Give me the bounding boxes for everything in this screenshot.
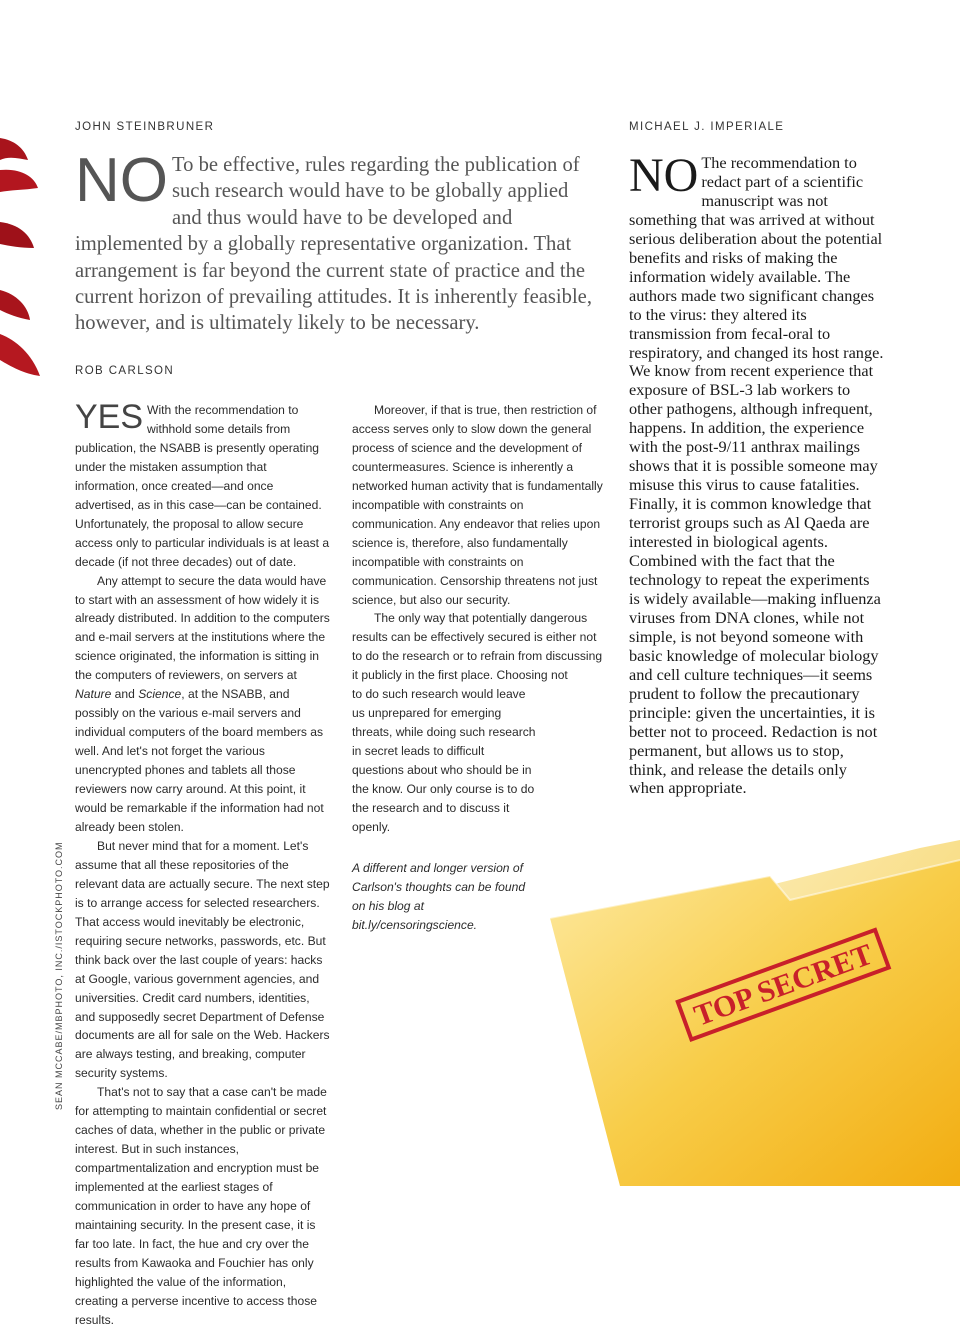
carlson-p2-text-b: , at the NSABB, and possibly on the various e-mail servers and individual computers of the board members as well. And let's not forget the various unencrypted phones and tablets all those reviewers now carry around. At this point, it would be remarkable if the information had not already been stolen. [75, 687, 324, 834]
carlson-paragraph-6a: The only way that potentially dangerous results can be effectively secured is either not to do the research or to refrain from discussing it publicly in the first place. Choosing not [352, 611, 603, 683]
carlson-column-2 [352, 401, 605, 935]
carlson-paragraph-2 [75, 572, 330, 837]
photo-credit: SEAN MCCABE/MBPHOTO, INC./ISTOCKPHOTO.COM [54, 841, 64, 1110]
author-rob-carlson: ROB CARLSON [75, 365, 175, 377]
steinbruner-statement [75, 146, 600, 337]
imperiale-text: The recommendation to redact part of a scientific manuscript was not something that was arrived at without serious deliberation about the potential benefits and risks of making the information widely available. The authors made two significant changes to the virus: they altered its transmission from fecal-oral to respiratory, and changed its host range. We know from recent experience that exposure of BSL-3 lab workers to other pathogens, although infrequent, happens. In addition, the experience with the post-9/11 anthrax mailings shows that it is possible someone may misuse this virus to cause fatalities. Finally, it is common knowledge that terrorist groups such as Al Qaeda are interested in biological agents. Combined with the fact that the technology to repeat the experiments is widely available—making influenza viruses from DNA clones, while not simple, is not beyond someone with basic knowledge of molecular biology and cell culture techniques—it seems prudent to follow the precautionary principle: given the uncertainties, it is better not to proceed. Redaction is not permanent, but allows us to stop, think, and release the details only when appropriate. [629, 153, 884, 798]
carlson-p2-and: and [111, 687, 139, 702]
steinbruner-dropcap: NO [75, 146, 168, 215]
carlson-blog-note: A different and longer version of Carlson's thoughts can be found on his blog at bit.ly/censoringscience. [352, 860, 526, 932]
carlson-paragraph-5: Moreover, if that is true, then restriction of access serves only to slow down the general process of science and the development of countermeasures. Science is inherently a networked human activity that is fundamentally incompatible with constraints on communication. Any endeavor that relies upon science is, therefore, also fundamentally incompatible with constraints on communication. Censorship threatens not just science, but also our security. [352, 403, 603, 607]
author-michael-imperiale: MICHAEL J. IMPERIALE [629, 121, 785, 133]
carlson-paragraph-3: But never mind that for a moment. Let's assume that all these repositories of the relevant data are actually secure. The next step is to arrange access for selected researchers. That access would inevitably be electronic, requiring secure networks, passwords, etc. But think back over the last couple of years: hacks at Google, various government agencies, and universities. Credit card numbers, identities, and supposedly secret Department of Defense documents are all for sale on the Web. Hackers are always testing, and breaking, computer security systems. [75, 838, 330, 1081]
carlson-paragraph-1 [75, 398, 330, 572]
carlson-dropcap: YES [75, 398, 144, 436]
imperiale-dropcap: NO [629, 149, 699, 202]
carlson-paragraph-4: That's not to say that a case can't be made for attempting to maintain confidential or secret caches of data, whether in the public or private interest. But in such instances, compartmentalization and encryption must be implemented at the earliest stages of communication in order to have any hope of maintaining security. In the present case, it is far too late. In fact, the hue and cry over the results from Kawaoka and Fouchier has only highlighted the value of the information, creating a perverse incentive to access those results. [75, 1085, 327, 1327]
carlson-p2-nature: Nature [75, 687, 112, 702]
red-feathers-image [0, 130, 60, 390]
imperiale-statement [629, 149, 884, 798]
carlson-column-1 [75, 398, 330, 1330]
svg-text:TOP SECRET: TOP SECRET [689, 937, 877, 1033]
steinbruner-text: To be effective, rules regarding the publication of such research would have to be globally applied and thus would have to be developed and implemented by a globally representative organization. That arrangement is far beyond the current state of practice and the current horizon of prevailing attitudes. It is inherently feasible, however, and is ultimately likely to be necessary. [75, 154, 592, 335]
carlson-p1-text: With the recommendation to withhold some details from publication, the NSABB is presently operating under the mistaken assumption that information, once created—and once advertised, as in this case—can be contained. Unfortunately, the proposal to allow secure access only to particular individuals is at least a decade (if not three decades) out of date. [75, 403, 330, 569]
carlson-paragraph-6b: to do such research would leave us unprepared for emerging threats, while doing such research in secret leads to difficult questions about who should be in the know. Our only course is to do the research and to discuss it openly. [352, 687, 536, 834]
carlson-p2-science: Science [138, 687, 182, 702]
carlson-p2-text-a: Any attempt to secure the data would have to start with an assessment of how widely it is already distributed. In addition to the computers and e-mail servers at the institutions where the science originated, the information is sitting in the computers of reviewers, on servers at [75, 573, 330, 683]
author-john-steinbruner: JOHN STEINBRUNER [75, 121, 215, 133]
